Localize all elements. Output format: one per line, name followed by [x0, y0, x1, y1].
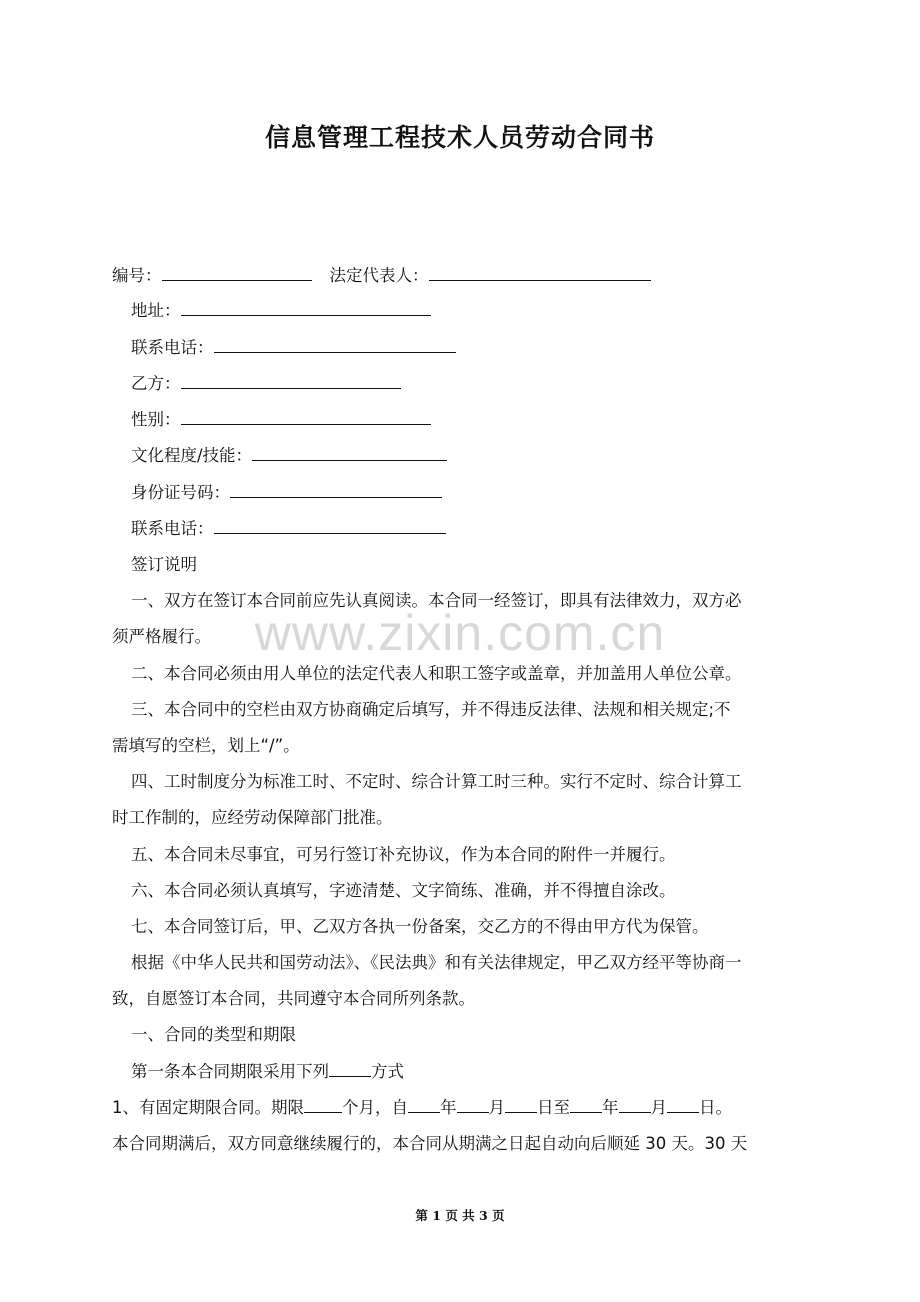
gender-label: 性别： [131, 410, 181, 429]
section-heading: 一、合同的类型和期限 [131, 1025, 296, 1044]
phone-a-row [131, 337, 831, 359]
note-line: 需填写的空栏，划上“/”。 [112, 736, 300, 755]
item-1-text: 1、有固定期限合同。期限 [112, 1098, 304, 1117]
watermark: www.zixin.com.cn [254, 605, 666, 661]
id-number-label: 身份证号码： [131, 483, 230, 502]
note-line: 四、工时制度分为标准工时、不定时、综合计算工时三种。实行不定时、综合计算工 [131, 772, 742, 791]
item-1-text: 个月，自 [342, 1098, 408, 1117]
item-1 [112, 1097, 812, 1119]
note-line: 须严格履行。 [112, 627, 211, 646]
page-footer: 第 1 页 共 3 页 [415, 1208, 505, 1223]
address-row [131, 300, 831, 322]
note-line: 七、本合同签订后，甲、乙双方各执一份备案，交乙方的不得由甲方代为保管。 [131, 917, 709, 936]
party-b-blank[interactable] [181, 373, 401, 389]
item-1-text: 年 [440, 1098, 457, 1117]
term-type-blank[interactable] [329, 1061, 371, 1077]
gender-blank[interactable] [181, 409, 431, 425]
education-row [131, 445, 831, 467]
phone-b-blank[interactable] [214, 518, 446, 534]
note-line: 六、本合同必须认真填写，字迹清楚、文字简练、准确，并不得擅自涂改。 [131, 881, 676, 900]
education-label: 文化程度/技能： [131, 446, 253, 465]
address-blank[interactable] [181, 300, 431, 316]
item-1-continuation: 本合同期满后，双方同意继续履行的，本合同从期满之日起自动向后顺延 30 天。30 天 [112, 1134, 748, 1153]
phone-a-label: 联系电话： [131, 338, 214, 357]
item-1-text: 日至 [537, 1098, 570, 1117]
legal-rep-label: 法定代表人： [329, 266, 429, 285]
note-line: 五、本合同未尽事宜，可另行签订补充协议，作为本合同的附件一并履行。 [131, 845, 676, 864]
phone-a-blank[interactable] [214, 337, 456, 353]
legal-rep-blank[interactable] [429, 265, 651, 281]
note-line: 时工作制的，应经劳动保障部门批准。 [112, 808, 393, 827]
note-line: 二、本合同必须由用人单位的法定代表人和职工签字或盖章，并加盖用人单位公章。 [131, 664, 742, 683]
phone-b-label: 联系电话： [131, 519, 214, 538]
contract-header-row [112, 265, 812, 287]
address-label: 地址： [131, 301, 181, 320]
note-line: 一、双方在签订本合同前应先认真阅读。本合同一经签订，即具有法律效力，双方必 [131, 591, 742, 610]
item-1-text: 月 [488, 1098, 505, 1117]
end-year-blank[interactable] [570, 1097, 602, 1113]
item-1-text: 月 [650, 1098, 667, 1117]
party-b-row [131, 373, 831, 395]
contract-no-label: 编号： [112, 266, 162, 285]
note-line: 致，自愿签订本合同，共同遵守本合同所列条款。 [112, 989, 475, 1008]
start-year-blank[interactable] [408, 1097, 440, 1113]
end-day-blank[interactable] [667, 1097, 699, 1113]
party-b-label: 乙方： [131, 374, 181, 393]
gender-row [131, 409, 831, 431]
notes-heading: 签订说明 [131, 555, 197, 574]
note-line: 三、本合同中的空栏由双方协商确定后填写，并不得违反法律、法规和相关规定;不 [131, 700, 731, 719]
article-1-text: 第一条本合同期限采用下列 [131, 1062, 329, 1081]
end-month-blank[interactable] [619, 1097, 651, 1113]
article-1-suffix: 方式 [371, 1062, 404, 1081]
item-1-text: 日。 [699, 1098, 732, 1117]
contract-no-blank[interactable] [162, 265, 312, 281]
start-month-blank[interactable] [457, 1097, 489, 1113]
article-1 [131, 1061, 831, 1083]
start-day-blank[interactable] [505, 1097, 537, 1113]
id-number-row [131, 482, 831, 504]
document-title: 信息管理工程技术人员劳动合同书 [264, 123, 655, 152]
note-line: 根据《中华人民共和国劳动法》、《民法典》和有关法律规定，甲乙双方经平等协商一 [131, 953, 742, 972]
education-blank[interactable] [252, 445, 447, 461]
phone-b-row [131, 518, 831, 540]
months-blank[interactable] [304, 1097, 342, 1113]
item-1-text: 年 [602, 1098, 619, 1117]
id-number-blank[interactable] [230, 482, 442, 498]
